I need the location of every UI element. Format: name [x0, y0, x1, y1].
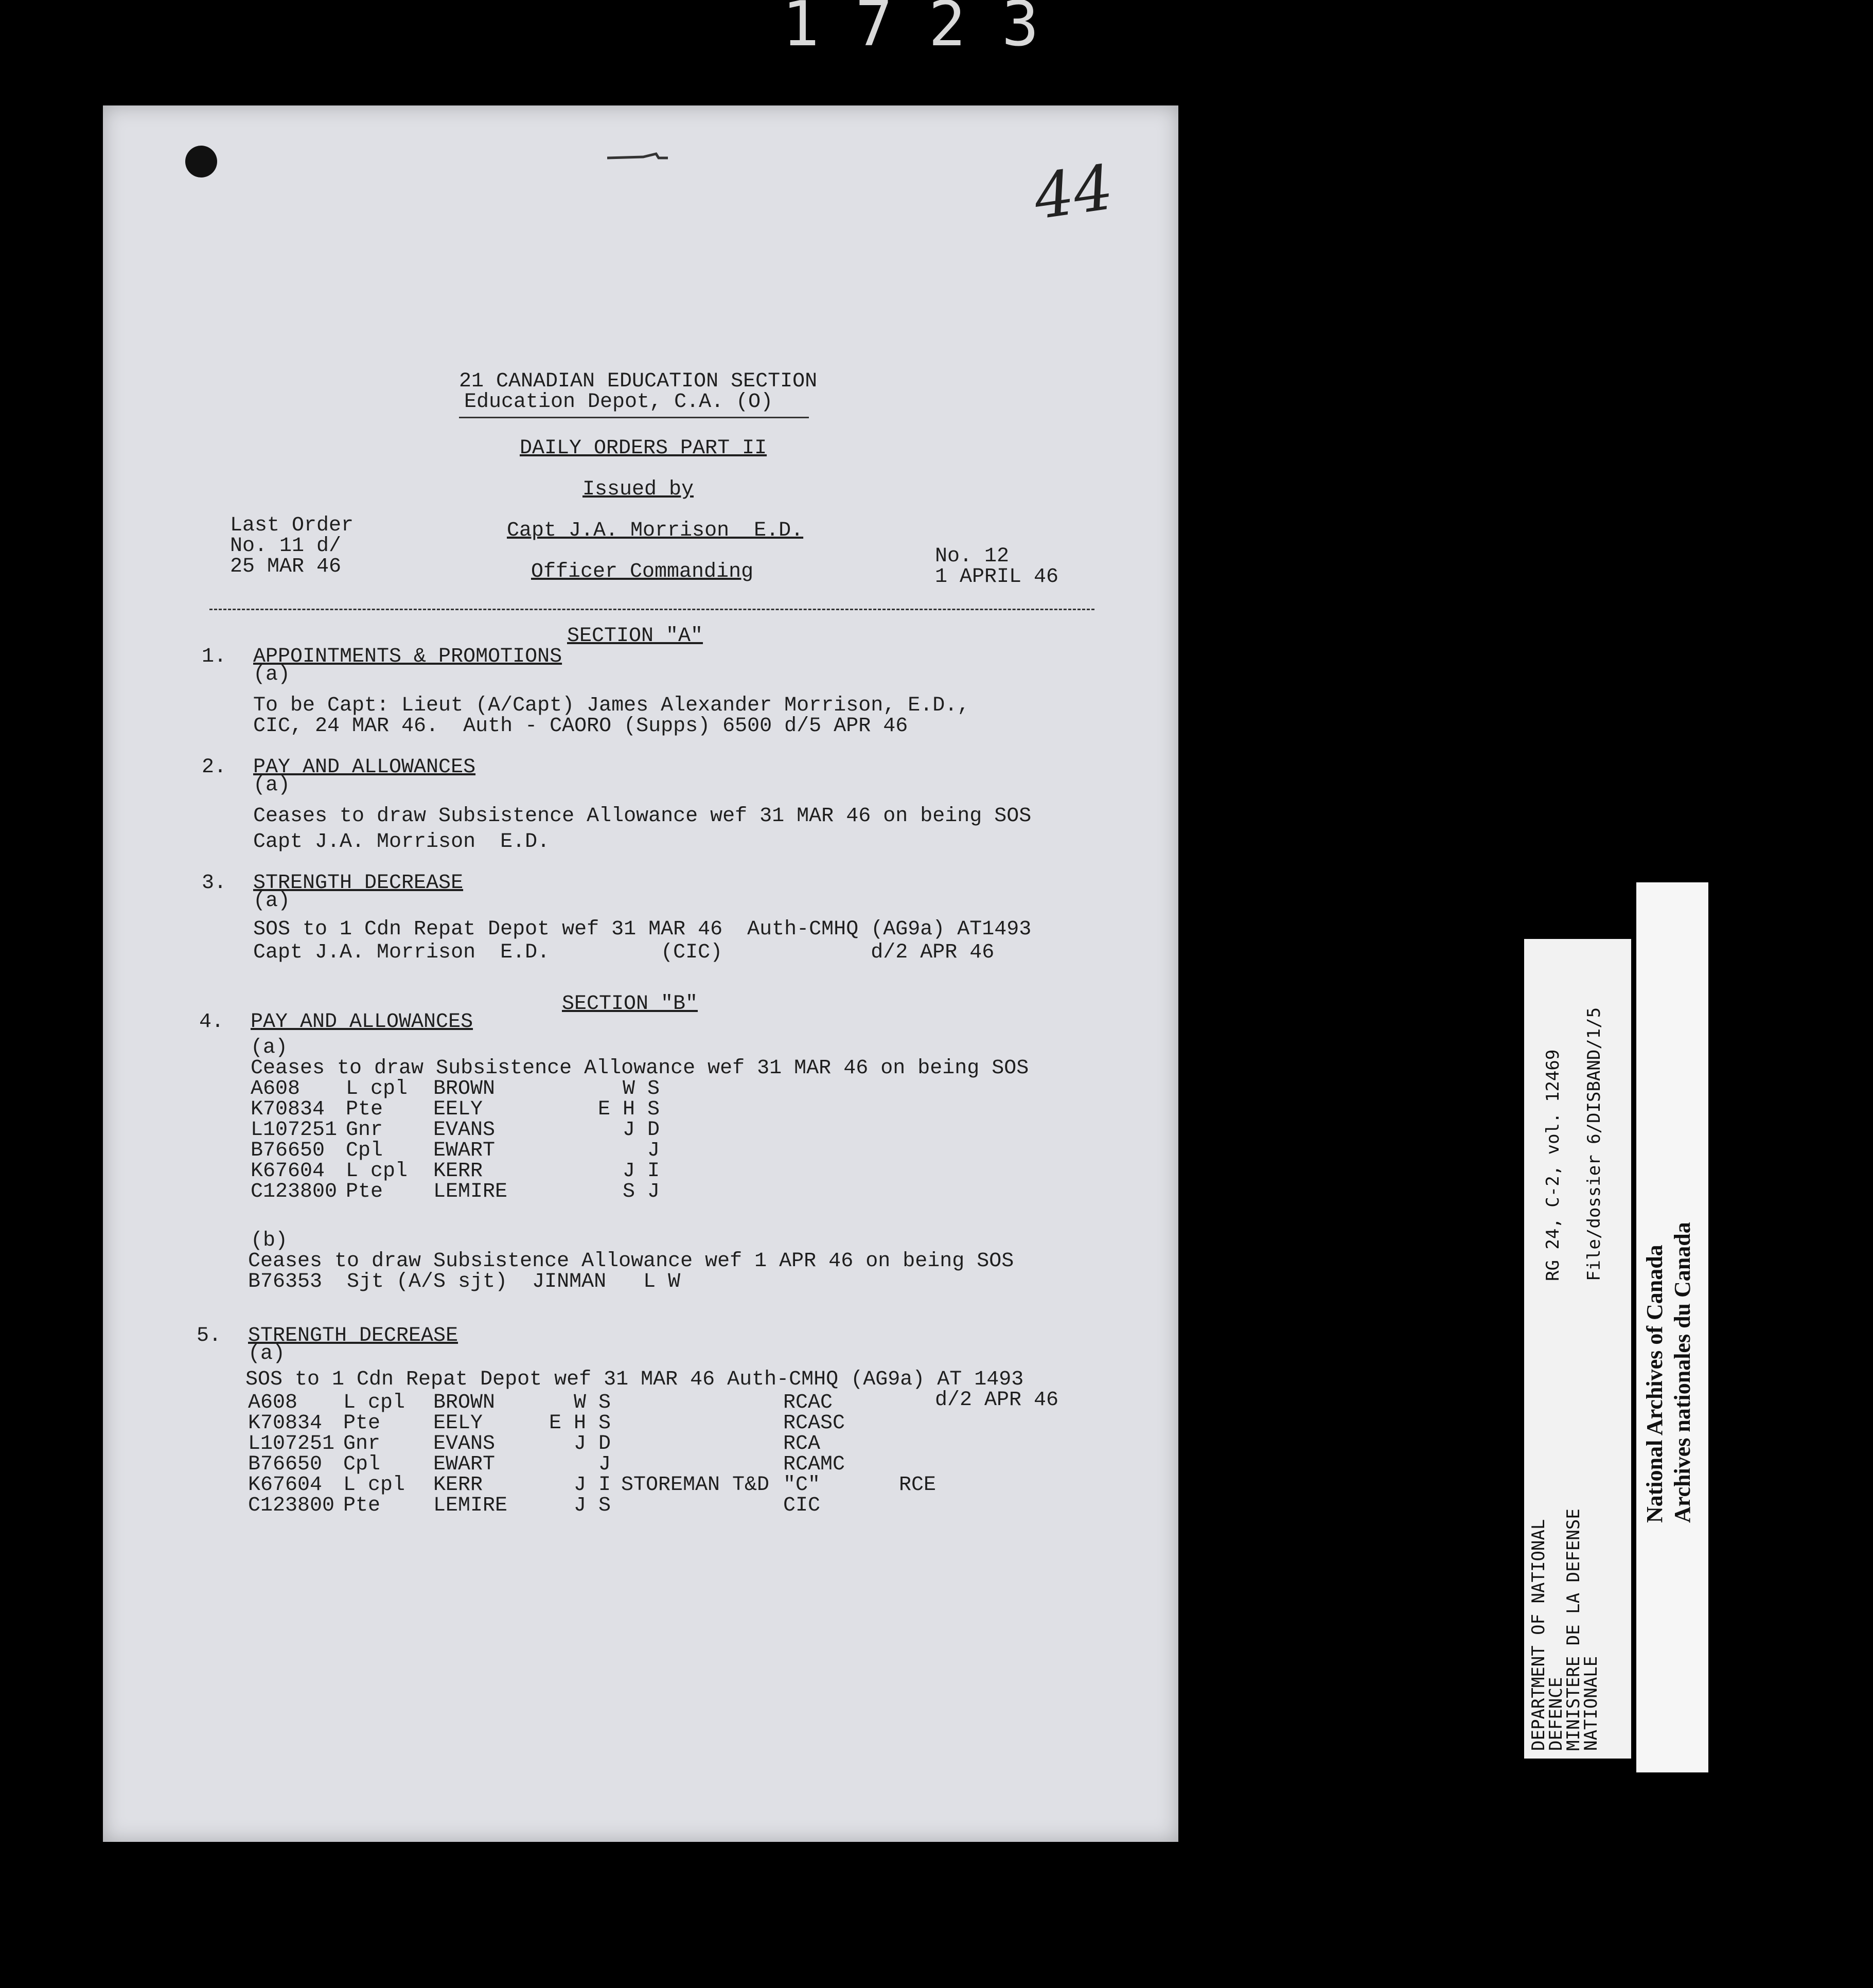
- item-4-sub-b: (b): [251, 1229, 288, 1252]
- unit-underline: [459, 417, 809, 418]
- corps: RCAMC: [783, 1453, 845, 1476]
- item-3-line-2: Capt J.A. Morrison E.D. (CIC) d/2 APR 46: [253, 941, 995, 964]
- service-number: K70834: [251, 1098, 325, 1121]
- corps: RCA: [783, 1432, 821, 1455]
- order-number: No. 12: [935, 545, 1010, 568]
- rank: Pte: [346, 1180, 383, 1203]
- rank: Cpl: [346, 1139, 383, 1162]
- service-number: B76650: [251, 1139, 325, 1162]
- corps: "C": [783, 1474, 821, 1497]
- surname: EELY: [433, 1412, 483, 1435]
- initials: J I: [549, 1474, 611, 1497]
- rank: Gnr: [343, 1432, 381, 1455]
- surname: EELY: [433, 1098, 483, 1121]
- officer-role: Officer Commanding: [531, 560, 754, 583]
- header-divider: [209, 609, 1094, 610]
- item-1-heading: APPOINTMENTS & PROMOTIONS: [253, 645, 562, 668]
- dept-line-2: DEFENCE: [1546, 1677, 1566, 1751]
- item-4-line-a: Ceases to draw Subsistence Allowance wef 31 MAR 46 on being SOS: [251, 1057, 1029, 1080]
- surname: EVANS: [433, 1432, 496, 1455]
- item-4-sub-a: (a): [251, 1036, 288, 1059]
- rank: Pte: [343, 1494, 381, 1517]
- dept-line-4: NATIONALE: [1581, 1656, 1601, 1751]
- record-group-reference: RG 24, C-2, vol. 12469: [1543, 1049, 1563, 1281]
- issued-by: Issued by: [582, 478, 694, 501]
- item-1-number: 1.: [202, 645, 227, 668]
- corps: RCASC: [783, 1412, 845, 1435]
- initials: J: [549, 1453, 611, 1476]
- appointment: STOREMAN T&D: [621, 1474, 770, 1497]
- service-number: A608: [251, 1077, 301, 1100]
- orders-title: DAILY ORDERS PART II: [520, 437, 767, 460]
- corps-2: RCE: [899, 1474, 936, 1497]
- service-number: A608: [248, 1391, 298, 1414]
- item-1-sub: (a): [253, 663, 291, 686]
- rank: L cpl: [346, 1077, 408, 1100]
- initials: J D: [598, 1119, 660, 1142]
- service-number: L107251: [248, 1432, 335, 1455]
- rank: Pte: [343, 1412, 381, 1435]
- archives-name-fr: Archives nationales du Canada: [1670, 1222, 1695, 1523]
- item-3-sub: (a): [253, 890, 291, 913]
- surname: KERR: [433, 1474, 483, 1497]
- item-2-sub: (a): [253, 774, 291, 797]
- archive-reference-label: [1524, 939, 1631, 1759]
- issuing-officer: Capt J.A. Morrison E.D.: [507, 519, 804, 542]
- service-number: C123800: [248, 1494, 335, 1517]
- last-order-line-3: 25 MAR 46: [230, 555, 342, 578]
- surname: LEMIRE: [433, 1494, 508, 1517]
- item-3-number: 3.: [202, 872, 227, 895]
- service-number: C123800: [251, 1180, 338, 1203]
- service-number: K70834: [248, 1412, 323, 1435]
- item-4-line-b: Ceases to draw Subsistence Allowance wef 1 APR 46 on being SOS: [248, 1250, 1014, 1273]
- section-b-heading: SECTION "B": [562, 992, 698, 1016]
- rank: Cpl: [343, 1453, 381, 1476]
- surname: BROWN: [433, 1391, 496, 1414]
- surname: KERR: [433, 1160, 483, 1183]
- item-5-auth-date: d/2 APR 46: [935, 1389, 1059, 1412]
- item-2-heading: PAY AND ALLOWANCES: [253, 756, 476, 779]
- unit-line-2: Education Depot, C.A. (O): [464, 390, 773, 414]
- rank: L cpl: [343, 1391, 405, 1414]
- item-3-heading: STRENGTH DECREASE: [253, 872, 464, 895]
- section-a-heading: SECTION "A": [567, 625, 703, 648]
- corps: CIC: [783, 1494, 821, 1517]
- file-reference: File/dossier 6/DISBAND/1/5: [1584, 1007, 1604, 1281]
- surname: BROWN: [433, 1077, 496, 1100]
- last-order-line-2: No. 11 d/: [230, 535, 342, 558]
- pencil-mark: [607, 152, 669, 162]
- initials: E H S: [549, 1412, 611, 1435]
- item-3-line-1: SOS to 1 Cdn Repat Depot wef 31 MAR 46 Auth-CMHQ (AG9a) AT1493: [253, 918, 1032, 941]
- last-order-line-1: Last Order: [230, 514, 354, 537]
- dept-line-3: MINISTERE DE LA DEFENSE: [1563, 1508, 1584, 1751]
- item-4-number: 4.: [199, 1010, 224, 1034]
- archives-name-en: National Archives of Canada: [1642, 1245, 1667, 1523]
- item-4-heading: PAY AND ALLOWANCES: [251, 1010, 473, 1034]
- initials: J D: [549, 1432, 611, 1455]
- item-5-number: 5.: [197, 1324, 222, 1347]
- dept-line-1: DEPARTMENT OF NATIONAL: [1528, 1519, 1549, 1751]
- unit-line-1: 21 CANADIAN EDUCATION SECTION: [459, 370, 818, 393]
- initials: J I: [598, 1160, 660, 1183]
- item-4-row-b: B76353 Sjt (A/S sjt) JINMAN L W: [248, 1270, 681, 1293]
- item-5-line-1: SOS to 1 Cdn Repat Depot wef 31 MAR 46 Auth-CMHQ (AG9a) AT 1493: [245, 1368, 1024, 1391]
- folio-number: 44: [1030, 152, 1118, 234]
- initials: S J: [598, 1180, 660, 1203]
- surname: EWART: [433, 1139, 496, 1162]
- archives-label: [1636, 882, 1708, 1772]
- initials: E H S: [598, 1098, 660, 1121]
- punch-hole: [185, 146, 217, 177]
- document-page: [103, 105, 1178, 1842]
- service-number: L107251: [251, 1119, 338, 1142]
- item-5-sub: (a): [248, 1342, 286, 1365]
- item-5-heading: STRENGTH DECREASE: [248, 1324, 458, 1347]
- item-1-line-1: To be Capt: Lieut (A/Capt) James Alexander Morrison, E.D.,: [253, 694, 970, 717]
- rank: L cpl: [346, 1160, 408, 1183]
- initials: J S: [549, 1494, 611, 1517]
- rank: L cpl: [343, 1474, 405, 1497]
- order-date: 1 APRIL 46: [935, 565, 1059, 589]
- surname: EVANS: [433, 1119, 496, 1142]
- rank: Gnr: [346, 1119, 383, 1142]
- service-number: K67604: [248, 1474, 323, 1497]
- corps: RCAC: [783, 1391, 833, 1414]
- service-number: B76650: [248, 1453, 323, 1476]
- surname: LEMIRE: [433, 1180, 508, 1203]
- surname: EWART: [433, 1453, 496, 1476]
- item-2-line-1: Ceases to draw Subsistence Allowance wef 31 MAR 46 on being SOS: [253, 805, 1032, 828]
- initials: J: [598, 1139, 660, 1162]
- item-2-number: 2.: [202, 756, 227, 779]
- frame-number: 1723: [782, 0, 1075, 49]
- initials: W S: [598, 1077, 660, 1100]
- service-number: K67604: [251, 1160, 325, 1183]
- rank: Pte: [346, 1098, 383, 1121]
- initials: W S: [549, 1391, 611, 1414]
- item-1-line-2: CIC, 24 MAR 46. Auth - CAORO (Supps) 6500 d/5 APR 46: [253, 715, 908, 738]
- item-2-line-2: Capt J.A. Morrison E.D.: [253, 830, 550, 854]
